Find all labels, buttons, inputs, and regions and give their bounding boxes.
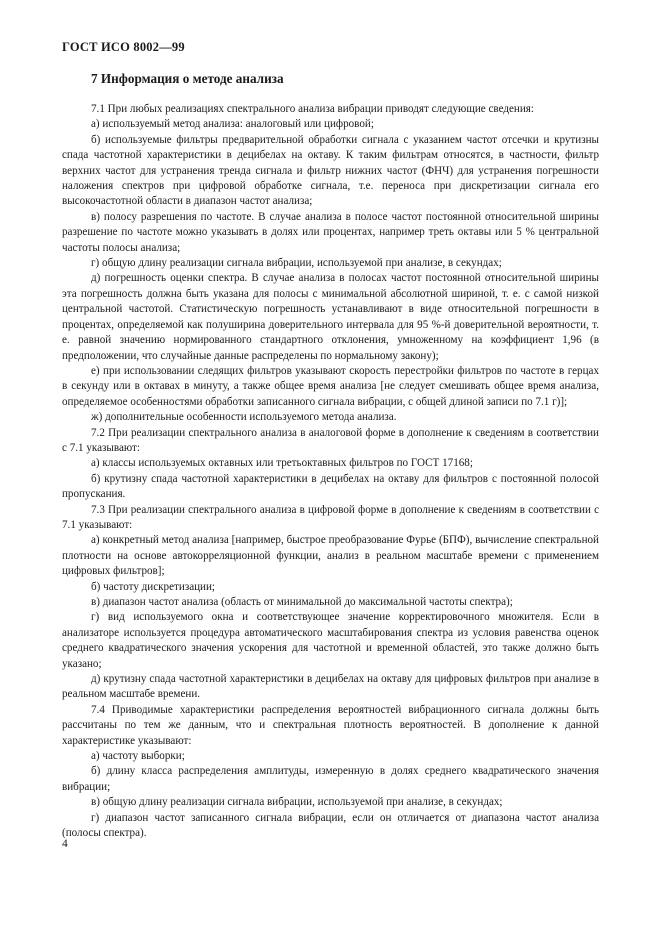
paragraph: 7.3 При реализации спектрального анализа в цифровой форме в дополнение к сведениям в соответствии с 7.1 указывают: (62, 503, 599, 531)
paragraph: в) общую длину реализации сигнала вибрации, используемой при анализе, в секундах; (91, 796, 503, 809)
paragraph: 7.4 Приводимые характеристики распределения вероятностей вибрационного сигнала должны быть рассчитаны по тем же данным, что и спектральная плотность вероятностей. В дополнение к данной характеристике указывают: (62, 703, 599, 747)
section-body (62, 102, 599, 842)
paragraph: б) частоту дискретизации; (91, 580, 216, 593)
paragraph: д) крутизну спада частотной характеристики в децибелах на октаву для цифровых фильтров при анализе в реальном масштабе времени. (62, 673, 599, 701)
paragraph: г) диапазон частот записанного сигнала вибрации, если он отличается от диапазона частот анализа (полосы спектра). (62, 811, 599, 840)
paragraph: 7.1 При любых реализациях спектрального анализа вибрации приводят следующие сведения: (91, 103, 534, 115)
paragraph: 7.2 При реализации спектрального анализа в аналоговой форме в дополнение к сведениям в соответствии с 7.1 указывают: (62, 426, 599, 454)
paragraph: а) классы используемых октавных или третьоктавных фильтров по ГОСТ 17168; (91, 457, 473, 470)
page-number: 4 (62, 838, 68, 850)
paragraph: в) полосу разрешения по частоте. В случае анализа в полосе частот постоянной относительной ширины разрешение по частоте можно указывать в долях или процентах, например треть октавы или 5 % центральной частоты полосы анализа; (62, 210, 599, 254)
document-header: ГОСТ ИСО 8002—99 (62, 40, 185, 54)
paragraph: б) длину класса распределения амплитуды, измеренную в долях среднего квадратического значения вибрации; (62, 765, 599, 793)
paragraph: б) крутизну спада частотной характеристики в децибелах на октаву для фильтров с постоянной полосой пропускания. (62, 472, 599, 501)
paragraph: а) конкретный метод анализа [например, быстрое преобразование Фурье (БПФ), вычисление спектральной плотности на основе автокорреляционной функции, анализ в реальном масштабе времени с применением цифровых фильтров]; (62, 534, 599, 578)
section-title: 7 Информация о методе анализа (91, 71, 284, 86)
paragraph: а) используемый метод анализа: аналоговый или цифровой; (91, 118, 374, 131)
paragraph: е) при использовании следящих фильтров указывают скорость перестройки фильтров по частоте в герцах в секунду или в октавах в минуту, а также общее время анализа [не следует смешивать общее время анализа, определяемое особенностями обработки записанного сигнала вибрации, с общей длиной записи по 7.1 г)]; (62, 364, 599, 408)
paragraph: г) общую длину реализации сигнала вибрации, используемой при анализе, в секундах; (91, 257, 502, 270)
paragraph: б) используемые фильтры предварительной обработки сигнала с указанием частот отсечки и крутизны спада частотной характеристики в децибелах на октаву. К таким фильтрам относятся, в частности, фильтр верхних частот для устранения тренда сигнала и фильтр нижних частот (ФНЧ) для устранения погрешности наложения спектров при цифровой обработке сигнала, т.е. переноса при дискретизации сигнала его высокочастотной области в диапазон частот анализа; (62, 133, 599, 208)
paragraph: в) диапазон частот анализа (область от минимальной до максимальной частоты спектра); (91, 596, 513, 608)
paragraph: г) вид используемого окна и соответствующее значение корректировочного множителя. Если в анализаторе используется процедура автоматического масштабирования спектра из условия равенства оценок среднего квадратического значения ускорения для частотной и временной областей, это также должно быть указано; (62, 611, 599, 670)
paragraph: ж) дополнительные особенности используемого метода анализа. (91, 411, 397, 424)
paragraph: д) погрешность оценки спектра. В случае анализа в полосах частот постоянной относительной ширины эта погрешность должна быть указана для полосы с минимальной абсолютной шириной, т. е. с самой низкой центральной частотой. Статистическую погрешность устанавливают в виде относительной погрешности в процентах, определяемой как полуширина доверительного интервала для 95 %-й доверительной вероятности, т. е. равной значению нормированного стандартного отклонения, умноженному на коэффициент 1,96 (в предположении, что случайные данные распределены по нормальному закону); (62, 272, 599, 362)
paragraph: а) частоту выборки; (91, 750, 185, 763)
